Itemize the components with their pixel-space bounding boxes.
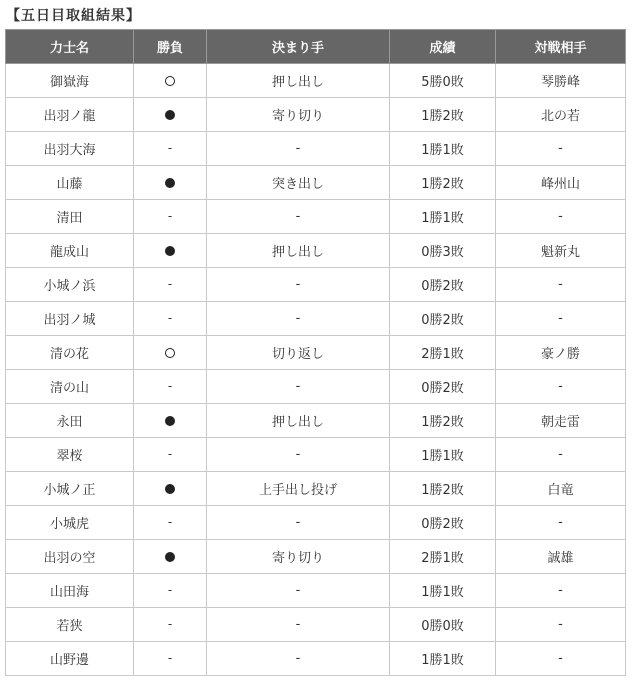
opponent-cell: - (496, 506, 626, 540)
table-row (6, 642, 626, 676)
kimarite-cell: - (207, 438, 390, 472)
header-record: 成績 (390, 30, 496, 64)
kimarite-cell: 押し出し (207, 404, 390, 438)
table-row (6, 404, 626, 438)
opponent-cell: 白竜 (496, 472, 626, 506)
rikishi-name-cell: 出羽ノ城 (6, 302, 134, 336)
kimarite-cell: - (207, 132, 390, 166)
result-cell (134, 642, 207, 676)
loss-circle-icon (165, 178, 175, 188)
table-row (6, 234, 626, 268)
rikishi-name-cell: 小城ノ正 (6, 472, 134, 506)
record-cell: 2勝1敗 (390, 540, 496, 574)
opponent-cell: - (496, 268, 626, 302)
kimarite-cell: - (207, 370, 390, 404)
no-bout-dash: - (167, 583, 173, 597)
result-cell (134, 506, 207, 540)
opponent-cell: - (496, 438, 626, 472)
record-cell: 1勝1敗 (390, 574, 496, 608)
kimarite-cell: - (207, 608, 390, 642)
table-row (6, 370, 626, 404)
kimarite-cell: 押し出し (207, 234, 390, 268)
opponent-cell: - (496, 132, 626, 166)
record-cell: 0勝0敗 (390, 608, 496, 642)
loss-circle-icon (165, 246, 175, 256)
record-cell: 0勝2敗 (390, 506, 496, 540)
kimarite-cell: - (207, 268, 390, 302)
kimarite-cell: 突き出し (207, 166, 390, 200)
result-cell (134, 64, 207, 98)
result-cell (134, 574, 207, 608)
opponent-cell: 峰州山 (496, 166, 626, 200)
record-cell: 0勝2敗 (390, 268, 496, 302)
opponent-cell: 朝走雷 (496, 404, 626, 438)
record-cell: 1勝2敗 (390, 98, 496, 132)
no-bout-dash: - (167, 209, 173, 223)
record-cell: 1勝2敗 (390, 472, 496, 506)
no-bout-dash: - (167, 379, 173, 393)
win-circle-icon (165, 348, 175, 358)
table-row (6, 336, 626, 370)
rikishi-name-cell: 山野邊 (6, 642, 134, 676)
rikishi-name-cell: 若狭 (6, 608, 134, 642)
rikishi-name-cell: 小城虎 (6, 506, 134, 540)
result-cell (134, 472, 207, 506)
no-bout-dash: - (167, 515, 173, 529)
record-cell: 1勝1敗 (390, 200, 496, 234)
loss-circle-icon (165, 110, 175, 120)
kimarite-cell: 寄り切り (207, 540, 390, 574)
record-cell: 5勝0敗 (390, 64, 496, 98)
no-bout-dash: - (167, 617, 173, 631)
result-cell (134, 98, 207, 132)
kimarite-cell: 切り返し (207, 336, 390, 370)
page-title: 【五日目取組結果】 (6, 8, 141, 24)
header-result: 勝負 (134, 30, 207, 64)
table-body (6, 64, 626, 676)
record-cell: 1勝1敗 (390, 642, 496, 676)
table-row (6, 268, 626, 302)
opponent-cell: - (496, 642, 626, 676)
table-row (6, 438, 626, 472)
rikishi-name-cell: 出羽大海 (6, 132, 134, 166)
table-row (6, 98, 626, 132)
no-bout-dash: - (167, 311, 173, 325)
results-table (5, 29, 626, 676)
record-cell: 2勝1敗 (390, 336, 496, 370)
result-cell (134, 234, 207, 268)
table-row (6, 540, 626, 574)
loss-circle-icon (165, 416, 175, 426)
record-cell: 0勝2敗 (390, 370, 496, 404)
record-cell: 1勝2敗 (390, 166, 496, 200)
record-cell: 1勝1敗 (390, 438, 496, 472)
result-cell (134, 166, 207, 200)
no-bout-dash: - (167, 651, 173, 665)
opponent-cell: 北の若 (496, 98, 626, 132)
rikishi-name-cell: 出羽ノ龍 (6, 98, 134, 132)
opponent-cell: - (496, 370, 626, 404)
rikishi-name-cell: 出羽の空 (6, 540, 134, 574)
result-cell (134, 200, 207, 234)
table-row (6, 574, 626, 608)
table-row (6, 506, 626, 540)
loss-circle-icon (165, 484, 175, 494)
no-bout-dash: - (167, 277, 173, 291)
table-row (6, 64, 626, 98)
result-cell (134, 438, 207, 472)
kimarite-cell: 押し出し (207, 64, 390, 98)
rikishi-name-cell: 清の山 (6, 370, 134, 404)
opponent-cell: - (496, 608, 626, 642)
opponent-cell: - (496, 574, 626, 608)
opponent-cell: - (496, 200, 626, 234)
kimarite-cell: - (207, 574, 390, 608)
header-row (6, 30, 626, 64)
header-rikishi-name: 力士名 (6, 30, 134, 64)
rikishi-name-cell: 清田 (6, 200, 134, 234)
kimarite-cell: 上手出し投げ (207, 472, 390, 506)
result-cell (134, 608, 207, 642)
result-cell (134, 370, 207, 404)
rikishi-name-cell: 永田 (6, 404, 134, 438)
record-cell: 1勝1敗 (390, 132, 496, 166)
table-row (6, 472, 626, 506)
table-row (6, 608, 626, 642)
result-cell (134, 268, 207, 302)
kimarite-cell: 寄り切り (207, 98, 390, 132)
opponent-cell: 豪ノ勝 (496, 336, 626, 370)
result-cell (134, 302, 207, 336)
table-row (6, 200, 626, 234)
rikishi-name-cell: 小城ノ浜 (6, 268, 134, 302)
table-header (6, 30, 626, 64)
rikishi-name-cell: 龍成山 (6, 234, 134, 268)
table-row (6, 302, 626, 336)
opponent-cell: 魁新丸 (496, 234, 626, 268)
win-circle-icon (165, 76, 175, 86)
opponent-cell: 誠雄 (496, 540, 626, 574)
rikishi-name-cell: 御嶽海 (6, 64, 134, 98)
table-row (6, 132, 626, 166)
record-cell: 1勝2敗 (390, 404, 496, 438)
kimarite-cell: - (207, 506, 390, 540)
opponent-cell: 琴勝峰 (496, 64, 626, 98)
kimarite-cell: - (207, 642, 390, 676)
no-bout-dash: - (167, 141, 173, 155)
header-opponent: 対戦相手 (496, 30, 626, 64)
result-cell (134, 540, 207, 574)
table-row (6, 166, 626, 200)
rikishi-name-cell: 清の花 (6, 336, 134, 370)
result-cell (134, 336, 207, 370)
rikishi-name-cell: 翠桜 (6, 438, 134, 472)
header-kimarite: 決まり手 (207, 30, 390, 64)
record-cell: 0勝3敗 (390, 234, 496, 268)
kimarite-cell: - (207, 200, 390, 234)
record-cell: 0勝2敗 (390, 302, 496, 336)
no-bout-dash: - (167, 447, 173, 461)
rikishi-name-cell: 山田海 (6, 574, 134, 608)
result-cell (134, 404, 207, 438)
result-cell (134, 132, 207, 166)
loss-circle-icon (165, 552, 175, 562)
rikishi-name-cell: 山藤 (6, 166, 134, 200)
kimarite-cell: - (207, 302, 390, 336)
opponent-cell: - (496, 302, 626, 336)
